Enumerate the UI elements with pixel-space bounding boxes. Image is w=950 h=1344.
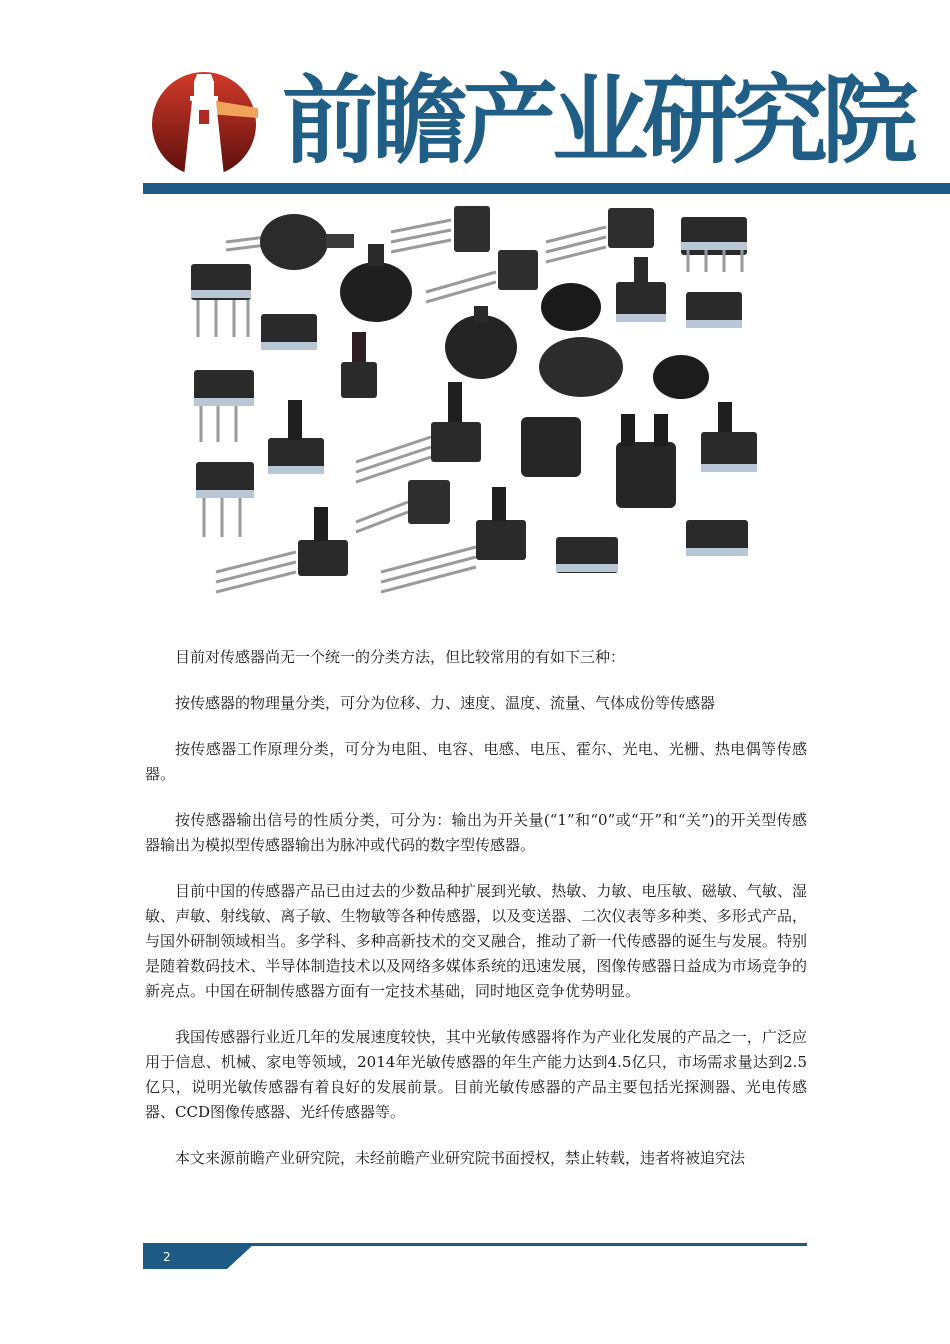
- paragraph: 我国传感器行业近几年的发展速度较快，其中光敏传感器将作为产业化发展的产品之一，广泛应用于信息、机械、家电等领域，2014年光敏传感器的年生产能力达到4.5亿只，市场需求量达到2.5亿只，说明光敏传感器有着良好的发展前景。目前光敏传感器的产品主要包括光探测器、光电传感器、CCD图像传感器、光纤传感器等。: [145, 1028, 807, 1121]
- page-header: [0, 0, 950, 200]
- paragraph: 按传感器输出信号的性质分类，可分为：输出为开关量(“1”和“0”或“开”和“关”)的开关型传感器输出为模拟型传感器输出为脉冲或代码的数字型传感器。: [145, 811, 807, 854]
- logo-wordmark: 前瞻产业研究院: [282, 65, 912, 177]
- article-body: [145, 645, 807, 1192]
- header-rule: [143, 183, 950, 194]
- paragraph: 按传感器工作原理分类，可分为电阻、电容、电感、电压、霍尔、光电、光栅、热电偶等传感器。: [145, 740, 807, 783]
- paragraph: 按传感器的物理量分类，可分为位移、力、速度、温度、流量、气体成份等传感器: [175, 694, 716, 712]
- lighthouse-icon: [150, 70, 258, 178]
- sensor-components-photo: [176, 202, 776, 602]
- paragraph: 目前中国的传感器产品已由过去的少数品种扩展到光敏、热敏、力敏、电压敏、磁敏、气敏、湿敏、声敏、射线敏、离子敏、生物敏等各种传感器，以及变送器、二次仪表等多种类、多形式产品，与国外研制领域相当。多学科、多种高新技术的交叉融合，推动了新一代传感器的诞生与发展。特别是随着数码技术、半导体制造技术以及网络多媒体系统的迅速发展，图像传感器日益成为市场竞争的新亮点。中国在研制传感器方面有一定技术基础，同时地区竞争优势明显。: [145, 882, 807, 1000]
- paragraph: 目前对传感器尚无一个统一的分类方法，但比较常用的有如下三种：: [175, 648, 626, 666]
- paragraph: 本文来源前瞻产业研究院，未经前瞻产业研究院书面授权，禁止转载，违者将被追究法: [175, 1149, 746, 1167]
- page-number: 2: [163, 1250, 171, 1264]
- page-number-tab: [143, 1245, 253, 1269]
